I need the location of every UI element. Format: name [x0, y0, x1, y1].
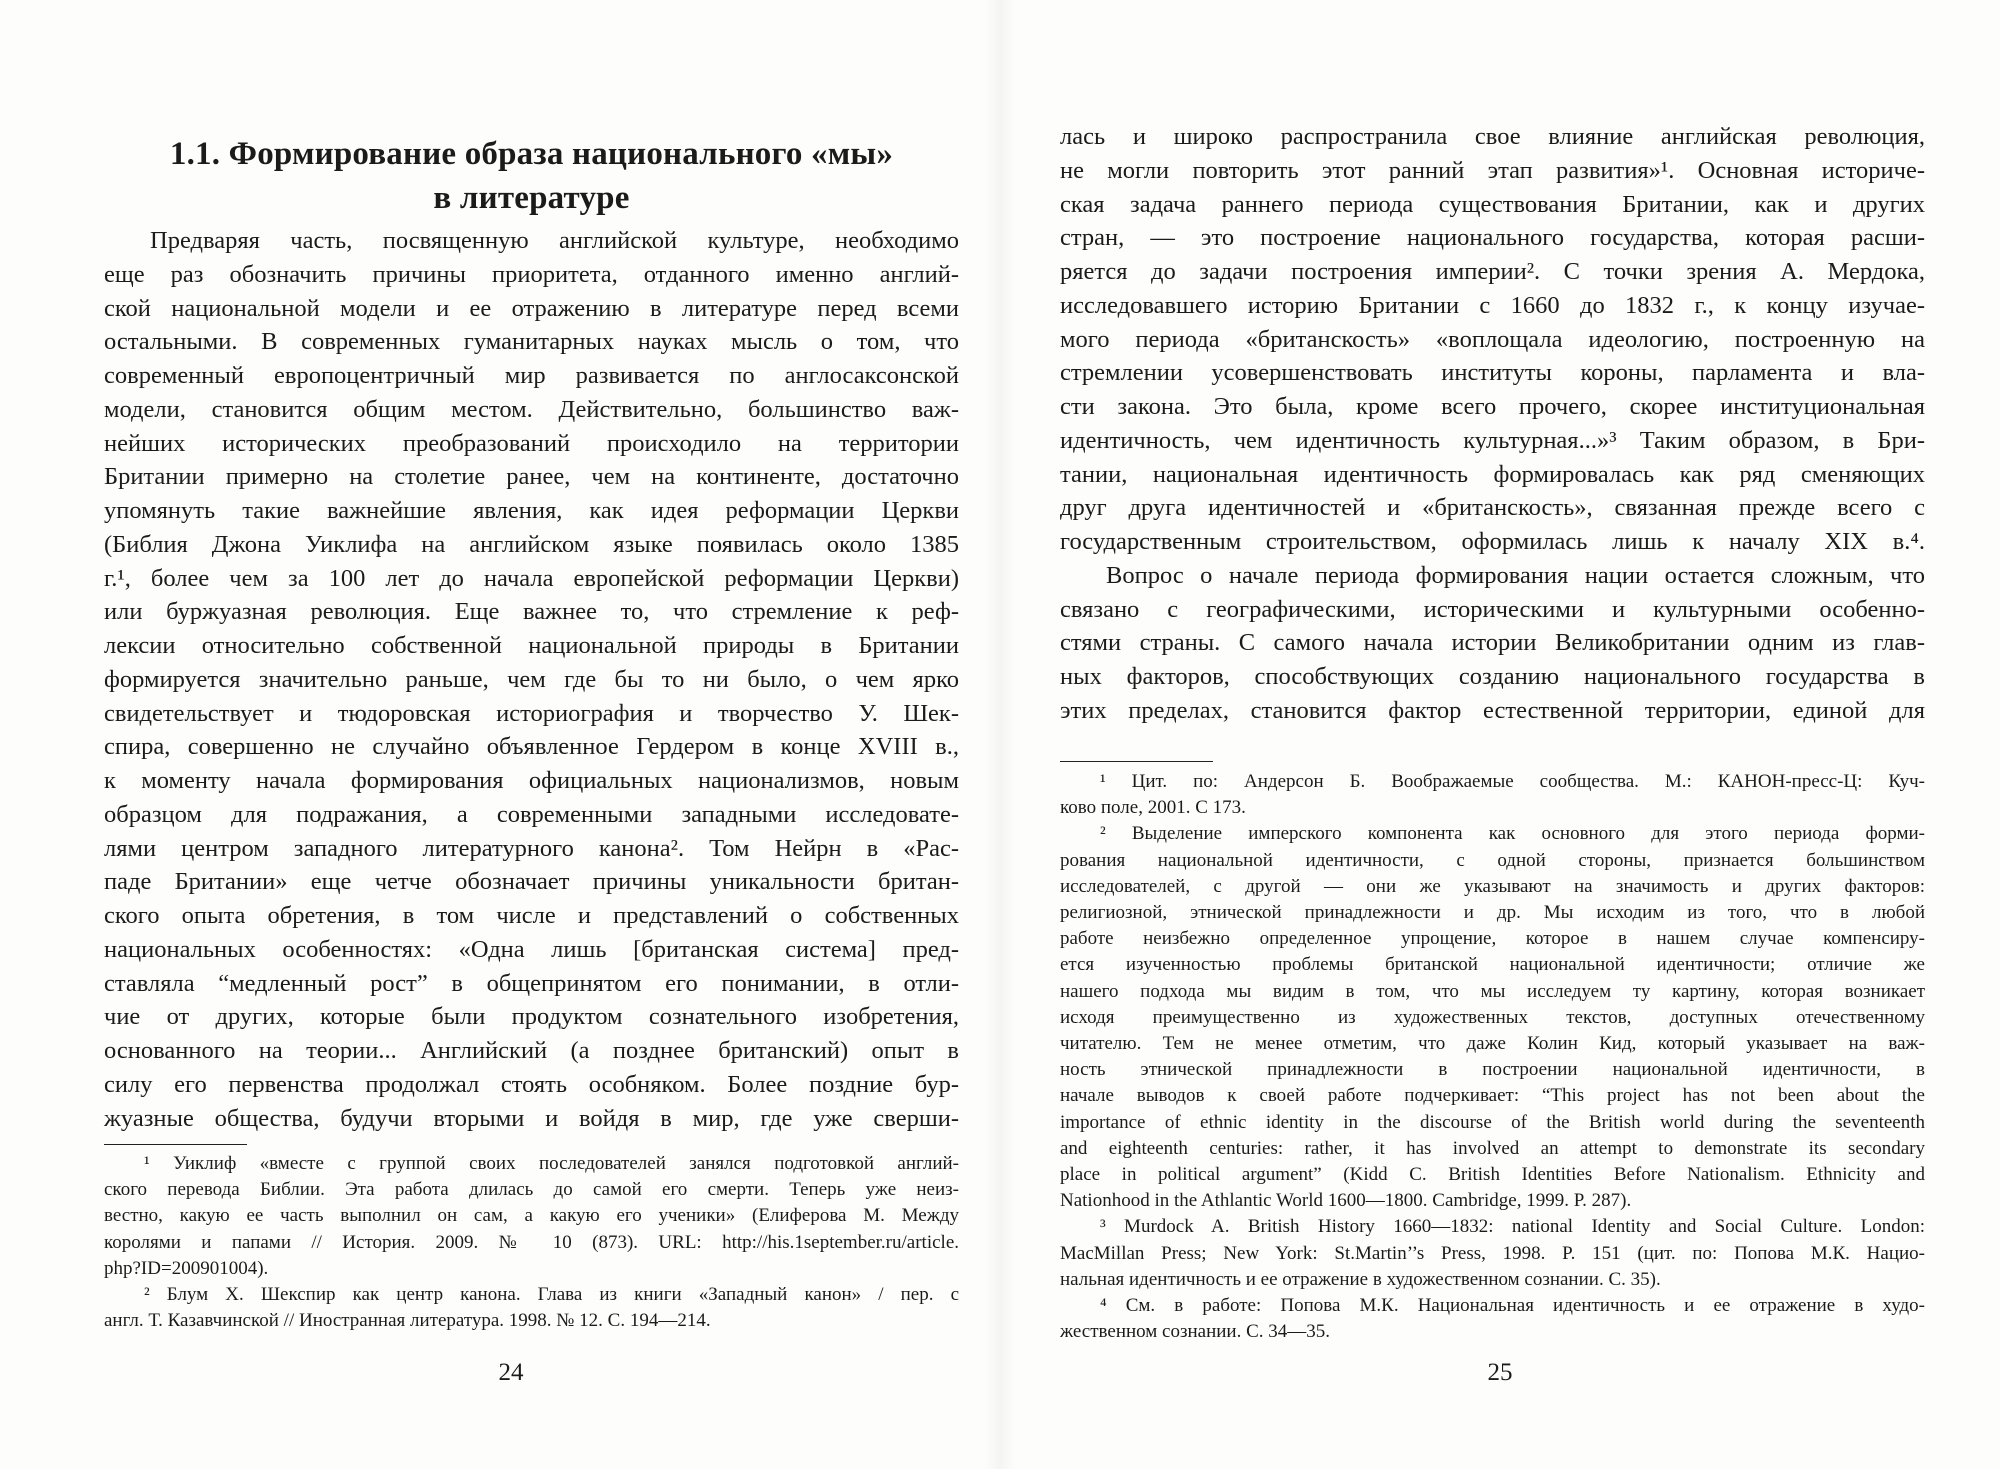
body-line: или буржуазная революция. Еще важнее то, что стремление к реф-: [104, 598, 959, 626]
body-line: ных факторов, способствующих созданию национального государства в: [1060, 663, 1925, 690]
body-line: национальных особенностях: «Одна лишь [британская система] пред-: [104, 935, 959, 963]
body-line: (Библия Джона Уиклифа на английском языке появилась около 1385: [104, 530, 959, 558]
footnote-line: вестно, какую ее часть выполнил он сам, а какую его ученики» (Елиферова М. Между: [104, 1205, 959, 1227]
body-line: государственным строительством, оформилась лишь к началу XIX в.⁴.: [1060, 528, 1925, 555]
footnote-line: жественном сознании. С. 34—35.: [1060, 1321, 1331, 1343]
body-line: ставляла “медленный рост” в общепринятом его понимании, в отли-: [104, 969, 959, 997]
body-line: не могли повторить этот ранний этап развития»¹. Основная историче-: [1060, 156, 1925, 184]
body-line: лась и широко распространила свое влияние английская революция,: [1060, 123, 1925, 150]
footnote-separator: [104, 1144, 247, 1145]
section-heading: [104, 132, 959, 220]
body-line: упомянуть такие важнейшие явления, как идея реформации Церкви: [104, 497, 959, 524]
footnote-line: исследователей, с другой — они же указывают на значимость и других факторов:: [1060, 875, 1925, 897]
footnote-line: place in political argument” (Kidd C. British Identities Before Nationalism. Ethnicity and: [1060, 1164, 1925, 1186]
page-number-left: 24: [498, 1359, 524, 1386]
body-line: формируется значительно раньше, чем где бы то ни было, о чем ярко: [104, 665, 959, 693]
body-line: этих пределах, становится фактор естественной территории, единой для: [1060, 696, 1925, 724]
footnote-line: php?ID=200901004).: [104, 1257, 269, 1279]
footnote-line: ³ Murdock A. British History 1660—1832: national Identity and Social Culture. London:: [1100, 1216, 1925, 1238]
footnote-line: королями и папами // История. 2009. № 10 (873). URL: http://his.1september.ru/article.: [104, 1231, 959, 1253]
body-line: стремлении усовершенствовать институты короны, парламента и вла-: [1060, 359, 1925, 387]
footnote-separator: [1060, 761, 1213, 762]
body-line: ская задача раннего периода существования Британии, как и других: [1060, 190, 1925, 218]
body-line: спира, совершенно не случайно объявленное Гердером в конце XVIII в.,: [104, 733, 959, 761]
footnote-line: англ. Т. Казавчинской // Иностранная литература. 1998. № 12. С. 194—214.: [104, 1310, 711, 1332]
footnote-line: начале выводов к своей работе подчеркивает: “This project has not been about the: [1060, 1085, 1925, 1107]
body-line: Вопрос о начале периода формирования нации остается сложным, что: [1106, 561, 1925, 589]
body-line: лями центром западного литературного канона². Том Нейрн в «Рас-: [104, 834, 959, 862]
body-line: остальными. В современных гуманитарных науках мысль о том, что: [104, 328, 959, 356]
footnote-line: работе неизбежно определенное упрощение, которое в нашем случае компенсиру-: [1060, 928, 1925, 950]
footnote-line: ⁴ См. в работе: Попова М.К. Национальная идентичность и ее отражение в худо-: [1100, 1295, 1925, 1317]
body-line: лексии относительно собственной национальной природы в Британии: [104, 632, 959, 659]
right-page: [1000, 0, 2000, 1469]
footnote-line: ется изученностью проблемы британской национальной идентичности; отличие же: [1060, 954, 1925, 976]
footnote-line: ² Блум Х. Шекспир как центр канона. Глава из книги «Западный канон» / пер. с: [144, 1284, 959, 1306]
footnote-line: нашего подхода мы видим в том, что мы исследуем ту картину, которая возникает: [1060, 980, 1925, 1002]
footnote-line: ¹ Уиклиф «вместе с группой своих последователей занялся подготовкой англий-: [144, 1153, 959, 1174]
page-number-right: 25: [1487, 1359, 1513, 1386]
body-line: свидетельствует и тюдоровская историография и творчество У. Шек-: [104, 699, 959, 727]
body-line: образцом для подражания, а современными западными исследовате-: [104, 800, 959, 828]
body-line: ряется до задачи построения империи². С точки зрения А. Мердока,: [1060, 258, 1925, 285]
body-line: к моменту начала формирования официальных национализмов, новым: [104, 767, 959, 794]
body-line: мого периода «британскость» «воплощала идеологию, построенную на: [1060, 325, 1925, 353]
footnote-line: рования национальной идентичности, с одной стороны, признается большинством: [1060, 849, 1925, 871]
body-line: стями страны. С самого начала истории Великобритании одним из глав-: [1060, 629, 1925, 657]
footnote-line: Nationhood in the Athlantic World 1600—1800. Cambridge, 1999. P. 287).: [1060, 1190, 1632, 1212]
heading-line: в литературе: [433, 180, 630, 216]
footnote-line: нальная идентичность и ее отражение в художественном сознании. С. 35).: [1060, 1268, 1661, 1290]
body-line: ской национальной модели и ее отражению в литературе перед всеми: [104, 294, 959, 322]
body-line: современный европоцентричный мир развивается по англосаксонской: [104, 362, 959, 389]
body-line: Предваряя часть, посвященную английской культуре, необходимо: [150, 227, 959, 254]
body-line: нейших исторических преобразований происходило на территории: [104, 429, 959, 457]
body-line: друг друга идентичностей и «британскость», связанная прежде всего с: [1060, 494, 1925, 522]
body-line: тании, национальная идентичность формировалась как ряд сменяющих: [1060, 460, 1925, 488]
footnote-line: importance of ethnic identity in the discourse of the British world during the seventeenth: [1060, 1111, 1925, 1133]
body-line: исследовавшего историю Британии с 1660 до 1832 г., к концу изучае-: [1060, 291, 1925, 319]
body-line: ского опыта обретения, в том числе и представлений о собственных: [104, 902, 959, 929]
footnote-line: ность этнической принадлежности в построении национальной идентичности, в: [1060, 1059, 1925, 1081]
body-line: силу его первенства продолжал стоять особняком. Более поздние бур-: [104, 1070, 959, 1098]
body-line: модели, становится общим местом. Действительно, большинство важ-: [104, 395, 959, 423]
footnote-line: ² Выделение имперского компонента как основного для этого периода форми-: [1100, 823, 1925, 845]
footnote-line: ского перевода Библии. Эта работа длилась до самой его смерти. Теперь уже неиз-: [104, 1179, 959, 1201]
body-line: связано с географическими, историческими и культурными особенно-: [1060, 595, 1925, 623]
body-line: жуазные общества, будучи вторыми и войдя в мир, где уже сверши-: [104, 1104, 959, 1132]
footnote-line: MacMillan Press; New York: St.Martin’’s Press, 1998. P. 151 (цит. по: Попова М.К. Нацио-: [1060, 1242, 1925, 1264]
footnote-line: читателю. Тем не менее отметим, что даже Колин Кид, который указывает на важ-: [1060, 1033, 1925, 1055]
footnote-line: ково поле, 2001. С 173.: [1060, 797, 1246, 819]
body-line: г.¹, более чем за 100 лет до начала европейской реформации Церкви): [104, 564, 959, 592]
footnote-line: ¹ Цит. по: Андерсон Б. Воображаемые сообщества. М.: КАНОН-пресс-Ц: Куч-: [1100, 771, 1925, 792]
body-line: основанного на теории... Английский (а позднее британский) опыт в: [104, 1037, 959, 1064]
body-line: Британии примерно на столетие ранее, чем на континенте, достаточно: [104, 463, 959, 491]
body-line: чие от других, которые были продуктом сознательного изобретения,: [104, 1003, 959, 1031]
footnote-line: and eighteenth centuries: rather, it has involved an attempt to demonstrate its secondary: [1060, 1137, 1925, 1159]
body-line: паде Британии» еще четче обозначает причины уникальности британ-: [104, 868, 959, 896]
right-body-text: [1060, 120, 1925, 728]
right-footnotes: [1060, 769, 1925, 1345]
footnote-line: исходя преимущественно из художественных текстов, доступных отечественному: [1060, 1006, 1925, 1028]
body-line: идентичность, чем идентичность культурная...»³ Таким образом, в Бри-: [1060, 426, 1925, 454]
heading-line: 1.1. Формирование образа национального «мы»: [169, 136, 894, 172]
left-footnotes: [104, 1151, 959, 1334]
left-body-text: [104, 224, 959, 1135]
body-line: еще раз обозначить причины приоритета, отданного именно англий-: [104, 260, 959, 288]
body-line: сти закона. Это была, кроме всего прочего, скорее институциональная: [1060, 393, 1925, 420]
body-line: стран, — это построение национального государства, которая расши-: [1060, 224, 1925, 252]
footnote-line: религиозной, этнической принадлежности и др. Мы исходим из того, что в любой: [1060, 902, 1925, 924]
